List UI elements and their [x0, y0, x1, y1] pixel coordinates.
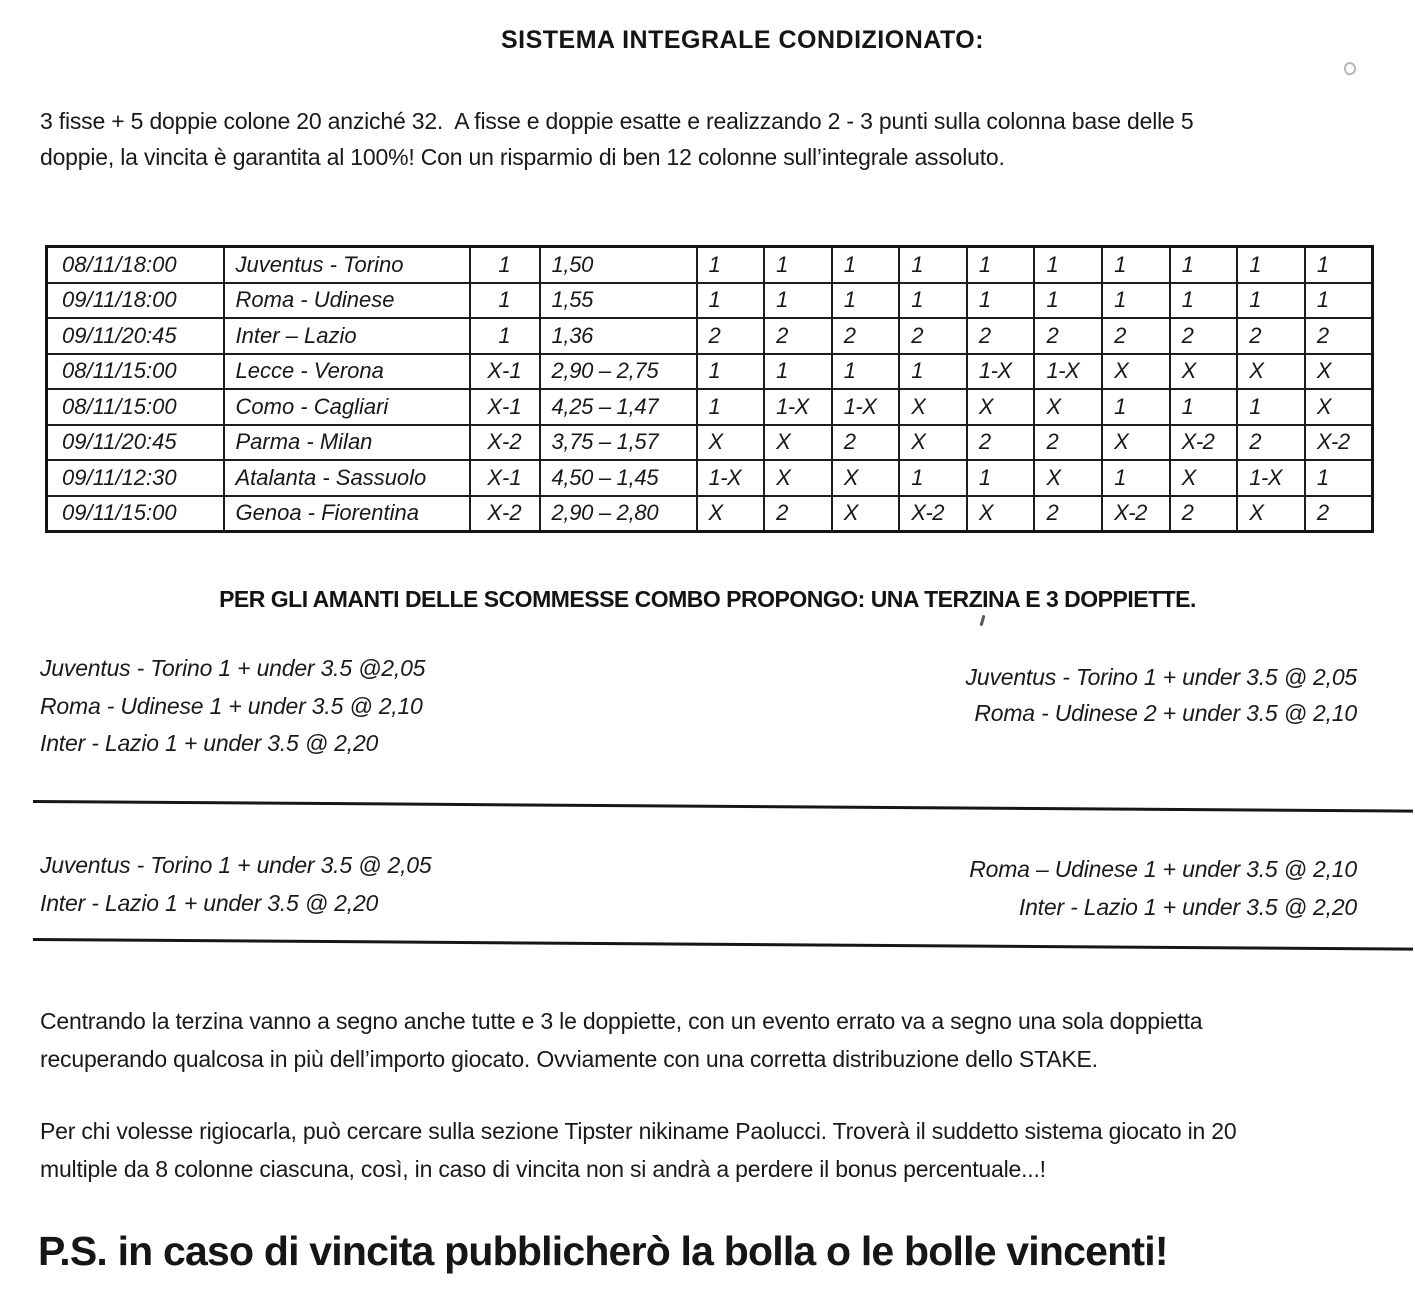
pick-cell: 2 — [1237, 425, 1305, 461]
divider-line-1 — [33, 800, 1413, 813]
sign-cell: X-1 — [470, 354, 540, 390]
pick-cell: X — [1034, 389, 1102, 425]
pick-cell: 1 — [1034, 247, 1102, 283]
odds-cell: 1,36 — [540, 318, 697, 354]
table-row — [47, 318, 1373, 354]
pick-cell: 1 — [1102, 460, 1170, 496]
pick-cell: 1-X — [832, 389, 900, 425]
sign-cell: X-1 — [470, 389, 540, 425]
sign-cell: X-1 — [470, 460, 540, 496]
table-row — [47, 389, 1373, 425]
pick-cell: X — [967, 496, 1035, 532]
pick-cell: X — [1102, 425, 1170, 461]
document-title: SISTEMA INTEGRALE CONDIZIONATO: — [500, 26, 985, 54]
pick-cell: 1 — [1102, 389, 1170, 425]
pick-cell: X — [1237, 496, 1305, 532]
odds-cell: 1,50 — [540, 247, 697, 283]
pick-cell: 1 — [1170, 283, 1238, 319]
pick-cell: 1 — [697, 354, 765, 390]
combo-bet-line: Inter - Lazio 1 + under 3.5 @ 2,20 — [1018, 894, 1357, 920]
pick-cell: 2 — [1034, 318, 1102, 354]
pick-cell: 1 — [1102, 283, 1170, 319]
pick-cell: 2 — [697, 318, 765, 354]
sign-cell: X-2 — [470, 425, 540, 461]
combo-bet-line: Roma - Udinese 1 + under 3.5 @ 2,10 — [40, 692, 423, 719]
pick-cell: X — [1170, 354, 1238, 390]
pick-cell: X — [1034, 460, 1102, 496]
pick-cell: X — [832, 496, 900, 532]
datetime-cell: 09/11/18:00 — [47, 283, 224, 319]
datetime-cell: 09/11/20:45 — [47, 425, 224, 461]
combo-bet-line: Juventus - Torino 1 + under 3.5 @2,05 — [40, 655, 426, 681]
sign-cell: 1 — [470, 318, 540, 354]
pick-cell: 1 — [899, 460, 967, 496]
pick-cell: 1 — [764, 247, 832, 283]
pick-cell: 1-X — [764, 389, 832, 425]
pick-cell: 1 — [899, 354, 967, 390]
pick-cell: 2 — [1034, 496, 1102, 532]
pick-cell: X — [764, 460, 832, 496]
pick-cell: 1 — [1034, 283, 1102, 319]
pick-cell: 1 — [899, 283, 967, 319]
paragraph-line: Per chi volesse rigiocarla, può cercare sulla sezione Tipster nikiname Paolucci. Troverà il suddetto sistema giocato in 20 — [40, 1118, 1237, 1144]
table-row — [47, 496, 1373, 532]
pick-cell: X — [764, 425, 832, 461]
scan-tick-mark — [980, 615, 986, 626]
match-cell: Como - Cagliari — [224, 389, 470, 425]
system-table-body — [47, 247, 1373, 532]
pick-cell: 1 — [1305, 460, 1373, 496]
scan-speck — [1343, 61, 1358, 77]
pick-cell: 1 — [764, 283, 832, 319]
pick-cell: 2 — [1034, 425, 1102, 461]
combo-bet-line: Juventus - Torino 1 + under 3.5 @ 2,05 — [965, 664, 1357, 690]
pick-cell: X — [899, 389, 967, 425]
pick-cell: X-2 — [1305, 425, 1373, 461]
pick-cell: 2 — [764, 318, 832, 354]
combo-bet-line: Juventus - Torino 1 + under 3.5 @ 2,05 — [40, 852, 432, 878]
pick-cell: 2 — [1170, 318, 1238, 354]
odds-cell: 1,55 — [540, 283, 697, 319]
pick-cell: 2 — [832, 425, 900, 461]
datetime-cell: 09/11/12:30 — [47, 460, 224, 496]
sign-cell: X-2 — [470, 496, 540, 532]
datetime-cell: 08/11/15:00 — [47, 389, 224, 425]
odds-cell: 2,90 – 2,80 — [540, 496, 697, 532]
paragraph-line: recuperando qualcosa in più dell’importo giocato. Ovviamente con una corretta distribuzione dello STAKE. — [40, 1046, 1098, 1072]
pick-cell: X — [832, 460, 900, 496]
pick-cell: X-2 — [899, 496, 967, 532]
sign-cell: 1 — [470, 247, 540, 283]
pick-cell: 2 — [1170, 496, 1238, 532]
datetime-cell: 08/11/15:00 — [47, 354, 224, 390]
table-row — [47, 354, 1373, 390]
paragraph-line: multiple da 8 colonne ciascuna, così, in caso di vincita non si andrà a perdere il bonus percentuale...! — [40, 1156, 1046, 1182]
pick-cell: 1 — [832, 283, 900, 319]
pick-cell: 2 — [832, 318, 900, 354]
pick-cell: 1-X — [967, 354, 1035, 390]
odds-cell: 3,75 – 1,57 — [540, 425, 697, 461]
pick-cell: X — [697, 425, 765, 461]
pick-cell: 1 — [1237, 283, 1305, 319]
pick-cell: 1 — [697, 283, 765, 319]
paragraph-stake-note — [40, 1002, 1202, 1078]
table-row — [47, 283, 1373, 319]
pick-cell: 1-X — [1237, 460, 1305, 496]
combo-bet-line: Roma – Udinese 1 + under 3.5 @ 2,10 — [969, 856, 1357, 882]
pick-cell: X — [1102, 354, 1170, 390]
intro-line: 3 fisse + 5 doppie colone 20 anziché 32. A fisse e doppie esatte e realizzando 2 - 3 punti sulla colonna base delle 5 — [40, 108, 1194, 134]
combo-bet-line: Roma - Udinese 2 + under 3.5 @ 2,10 — [974, 700, 1357, 726]
divider-line-2 — [33, 938, 1413, 951]
pick-cell: 1 — [697, 247, 765, 283]
match-cell: Roma - Udinese — [224, 283, 470, 319]
pick-cell: 2 — [899, 318, 967, 354]
terzina-list — [40, 650, 425, 763]
combo-bet-line: Inter - Lazio 1 + under 3.5 @ 2,20 — [40, 730, 379, 756]
pick-cell: 1 — [697, 389, 765, 425]
intro-line: doppie, la vincita è garantita al 100%! Con un risparmio di ben 12 colonne sull’integrale assoluto. — [40, 144, 1005, 170]
pick-cell: 1 — [1305, 283, 1373, 319]
doppietta-2-list — [40, 846, 431, 922]
match-cell: Atalanta - Sassuolo — [224, 460, 470, 496]
pick-cell: X — [967, 389, 1035, 425]
pick-cell: X-2 — [1170, 425, 1238, 461]
pick-cell: 1 — [967, 283, 1035, 319]
pick-cell: X — [1305, 389, 1373, 425]
pick-cell: 2 — [764, 496, 832, 532]
match-cell: Genoa - Fiorentina — [224, 496, 470, 532]
sign-cell: 1 — [470, 283, 540, 319]
match-cell: Lecce - Verona — [224, 354, 470, 390]
pick-cell: 1 — [1170, 247, 1238, 283]
table-row — [47, 460, 1373, 496]
pick-cell: 1 — [764, 354, 832, 390]
pick-cell: 2 — [967, 425, 1035, 461]
intro-paragraph — [40, 103, 1193, 175]
doppietta-3-list — [969, 850, 1357, 926]
paragraph-tipster-note — [40, 1112, 1236, 1188]
pick-cell: 1 — [832, 247, 900, 283]
pick-cell: 1 — [899, 247, 967, 283]
paragraph-line: Centrando la terzina vanno a segno anche tutte e 3 le doppiette, con un evento errato va a segno una sola doppietta — [40, 1008, 1203, 1034]
pick-cell: X — [1305, 354, 1373, 390]
pick-cell: X-2 — [1102, 496, 1170, 532]
pick-cell: 1 — [1305, 247, 1373, 283]
datetime-cell: 09/11/15:00 — [47, 496, 224, 532]
pick-cell: X — [1170, 460, 1238, 496]
pick-cell: 1-X — [1034, 354, 1102, 390]
pick-cell: 2 — [1305, 318, 1373, 354]
pick-cell: 2 — [1102, 318, 1170, 354]
odds-cell: 4,50 – 1,45 — [540, 460, 697, 496]
table-row — [47, 247, 1373, 283]
ps-note: P.S. in caso di vincita pubblicherò la bolla o le bolle vincenti! — [38, 1228, 1168, 1274]
pick-cell: 2 — [1237, 318, 1305, 354]
match-cell: Parma - Milan — [224, 425, 470, 461]
pick-cell: 1 — [967, 247, 1035, 283]
pick-cell: X — [899, 425, 967, 461]
combo-bet-line: Inter - Lazio 1 + under 3.5 @ 2,20 — [40, 890, 379, 916]
pick-cell: X — [697, 496, 765, 532]
datetime-cell: 08/11/18:00 — [47, 247, 224, 283]
pick-cell: 1 — [1170, 389, 1238, 425]
odds-cell: 4,25 – 1,47 — [540, 389, 697, 425]
system-table — [45, 245, 1374, 533]
match-cell: Inter – Lazio — [224, 318, 470, 354]
combo-heading: PER GLI AMANTI DELLE SCOMMESSE COMBO PROPONGO: UNA TERZINA E 3 DOPPIETTE. — [219, 586, 1196, 612]
table-row — [47, 425, 1373, 461]
pick-cell: 1 — [832, 354, 900, 390]
pick-cell: 1 — [1237, 389, 1305, 425]
pick-cell: 1 — [1102, 247, 1170, 283]
datetime-cell: 09/11/20:45 — [47, 318, 224, 354]
pick-cell: 2 — [967, 318, 1035, 354]
pick-cell: 2 — [1305, 496, 1373, 532]
pick-cell: 1 — [1237, 247, 1305, 283]
match-cell: Juventus - Torino — [224, 247, 470, 283]
doppietta-1-list — [966, 659, 1357, 731]
pick-cell: 1 — [967, 460, 1035, 496]
pick-cell: 1-X — [697, 460, 765, 496]
pick-cell: X — [1237, 354, 1305, 390]
odds-cell: 2,90 – 2,75 — [540, 354, 697, 390]
